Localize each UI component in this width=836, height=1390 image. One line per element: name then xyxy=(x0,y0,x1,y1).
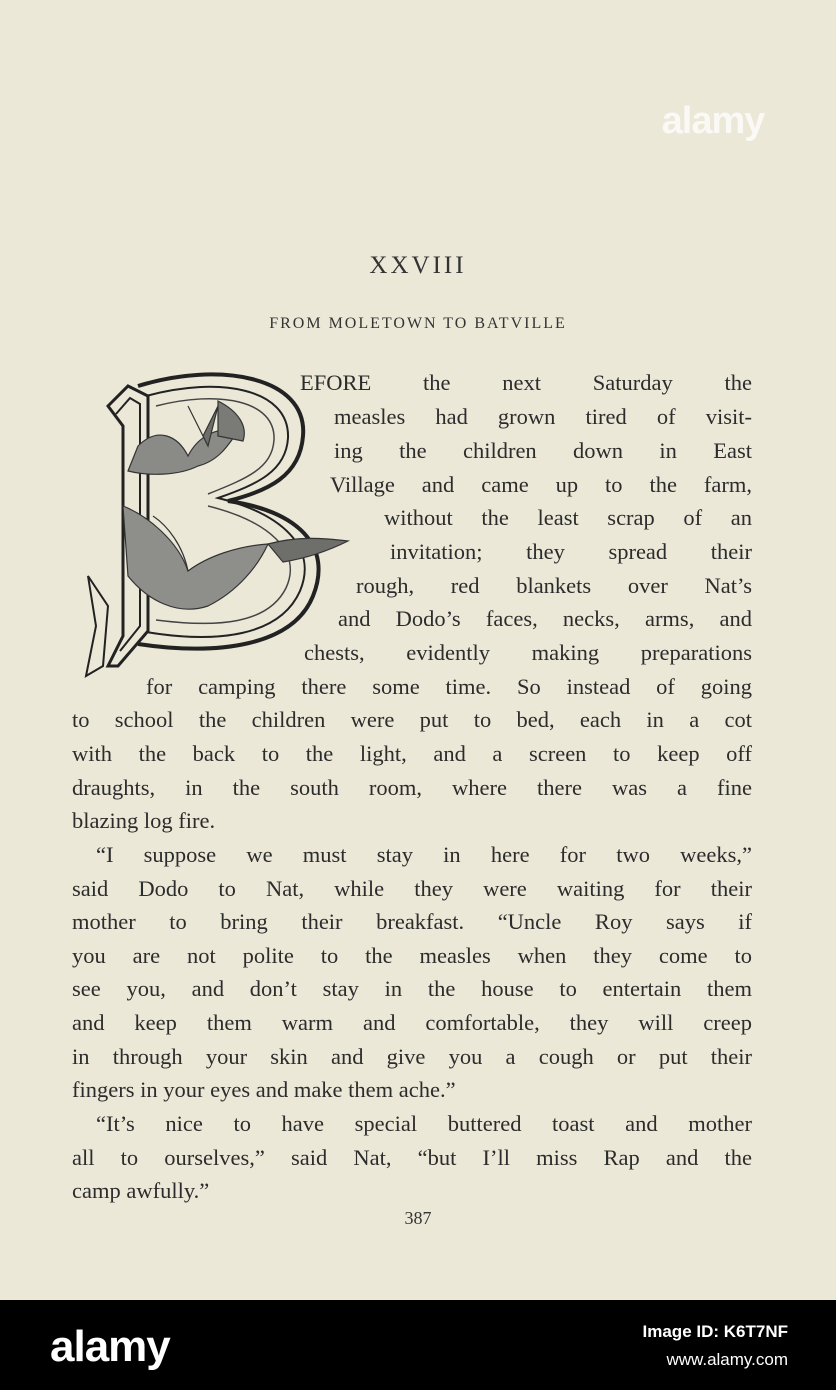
text-line: mother to bring their breakfast. “Uncle Roy says if xyxy=(72,909,752,934)
text-line: and Dodo’s faces, necks, arms, and xyxy=(338,606,752,631)
text-line: measles had grown tired of visit- xyxy=(334,404,752,429)
text-line: said Dodo to Nat, while they were waiting for their xyxy=(72,876,752,901)
text-line: camp awfully.” xyxy=(72,1178,210,1203)
text-line: see you, and don’t stay in the house to entertain them xyxy=(72,976,752,1001)
text-line: in through your skin and give you a cough or put their xyxy=(72,1044,752,1069)
chapter-title: FROM MOLETOWN TO BATVILLE xyxy=(269,315,567,332)
text-line: fingers in your eyes and make them ache.” xyxy=(72,1077,456,1102)
text-line: to school the children were put to bed, each in a cot xyxy=(72,707,752,732)
text-line: draughts, in the south room, where there was a fine xyxy=(72,775,752,800)
text-line: Village and came up to the farm, xyxy=(330,472,752,497)
text-line: rough, red blankets over Nat’s xyxy=(356,573,752,598)
text-line: “It’s nice to have special buttered toast and mother xyxy=(96,1111,752,1136)
text-line: ing the children down in East xyxy=(334,438,752,463)
text-line: without the least scrap of an xyxy=(384,505,752,530)
text-line: invitation; they spread their xyxy=(390,539,752,564)
text-line: blazing log fire. xyxy=(72,808,216,833)
watermark-footer xyxy=(0,1300,836,1390)
image-url: www.alamy.com xyxy=(666,1350,788,1369)
text-line: with the back to the light, and a screen to keep off xyxy=(72,741,752,766)
image-id xyxy=(643,1318,788,1374)
text-line: chests, evidently making preparations xyxy=(304,640,752,665)
text-line: for camping there some time. So instead of going xyxy=(146,674,752,699)
text-line: “I suppose we must stay in here for two weeks,” xyxy=(96,842,752,867)
bat-illuminated-initial-icon xyxy=(68,366,368,678)
watermark: alamy xyxy=(661,100,765,142)
text-line: you are not polite to the measles when they come to xyxy=(72,943,752,968)
page-number: 387 xyxy=(404,1208,432,1228)
chapter-number: XXVIII xyxy=(369,252,467,279)
text-line: all to ourselves,” said Nat, “but I’ll miss Rap and the xyxy=(72,1145,752,1170)
text-line: and keep them warm and comfortable, they will creep xyxy=(72,1010,752,1035)
alamy-logo: alamy xyxy=(50,1322,170,1371)
image-id-text: Image ID: K6T7NF xyxy=(642,1322,788,1341)
text-line: EFORE the next Saturday the xyxy=(300,370,752,395)
